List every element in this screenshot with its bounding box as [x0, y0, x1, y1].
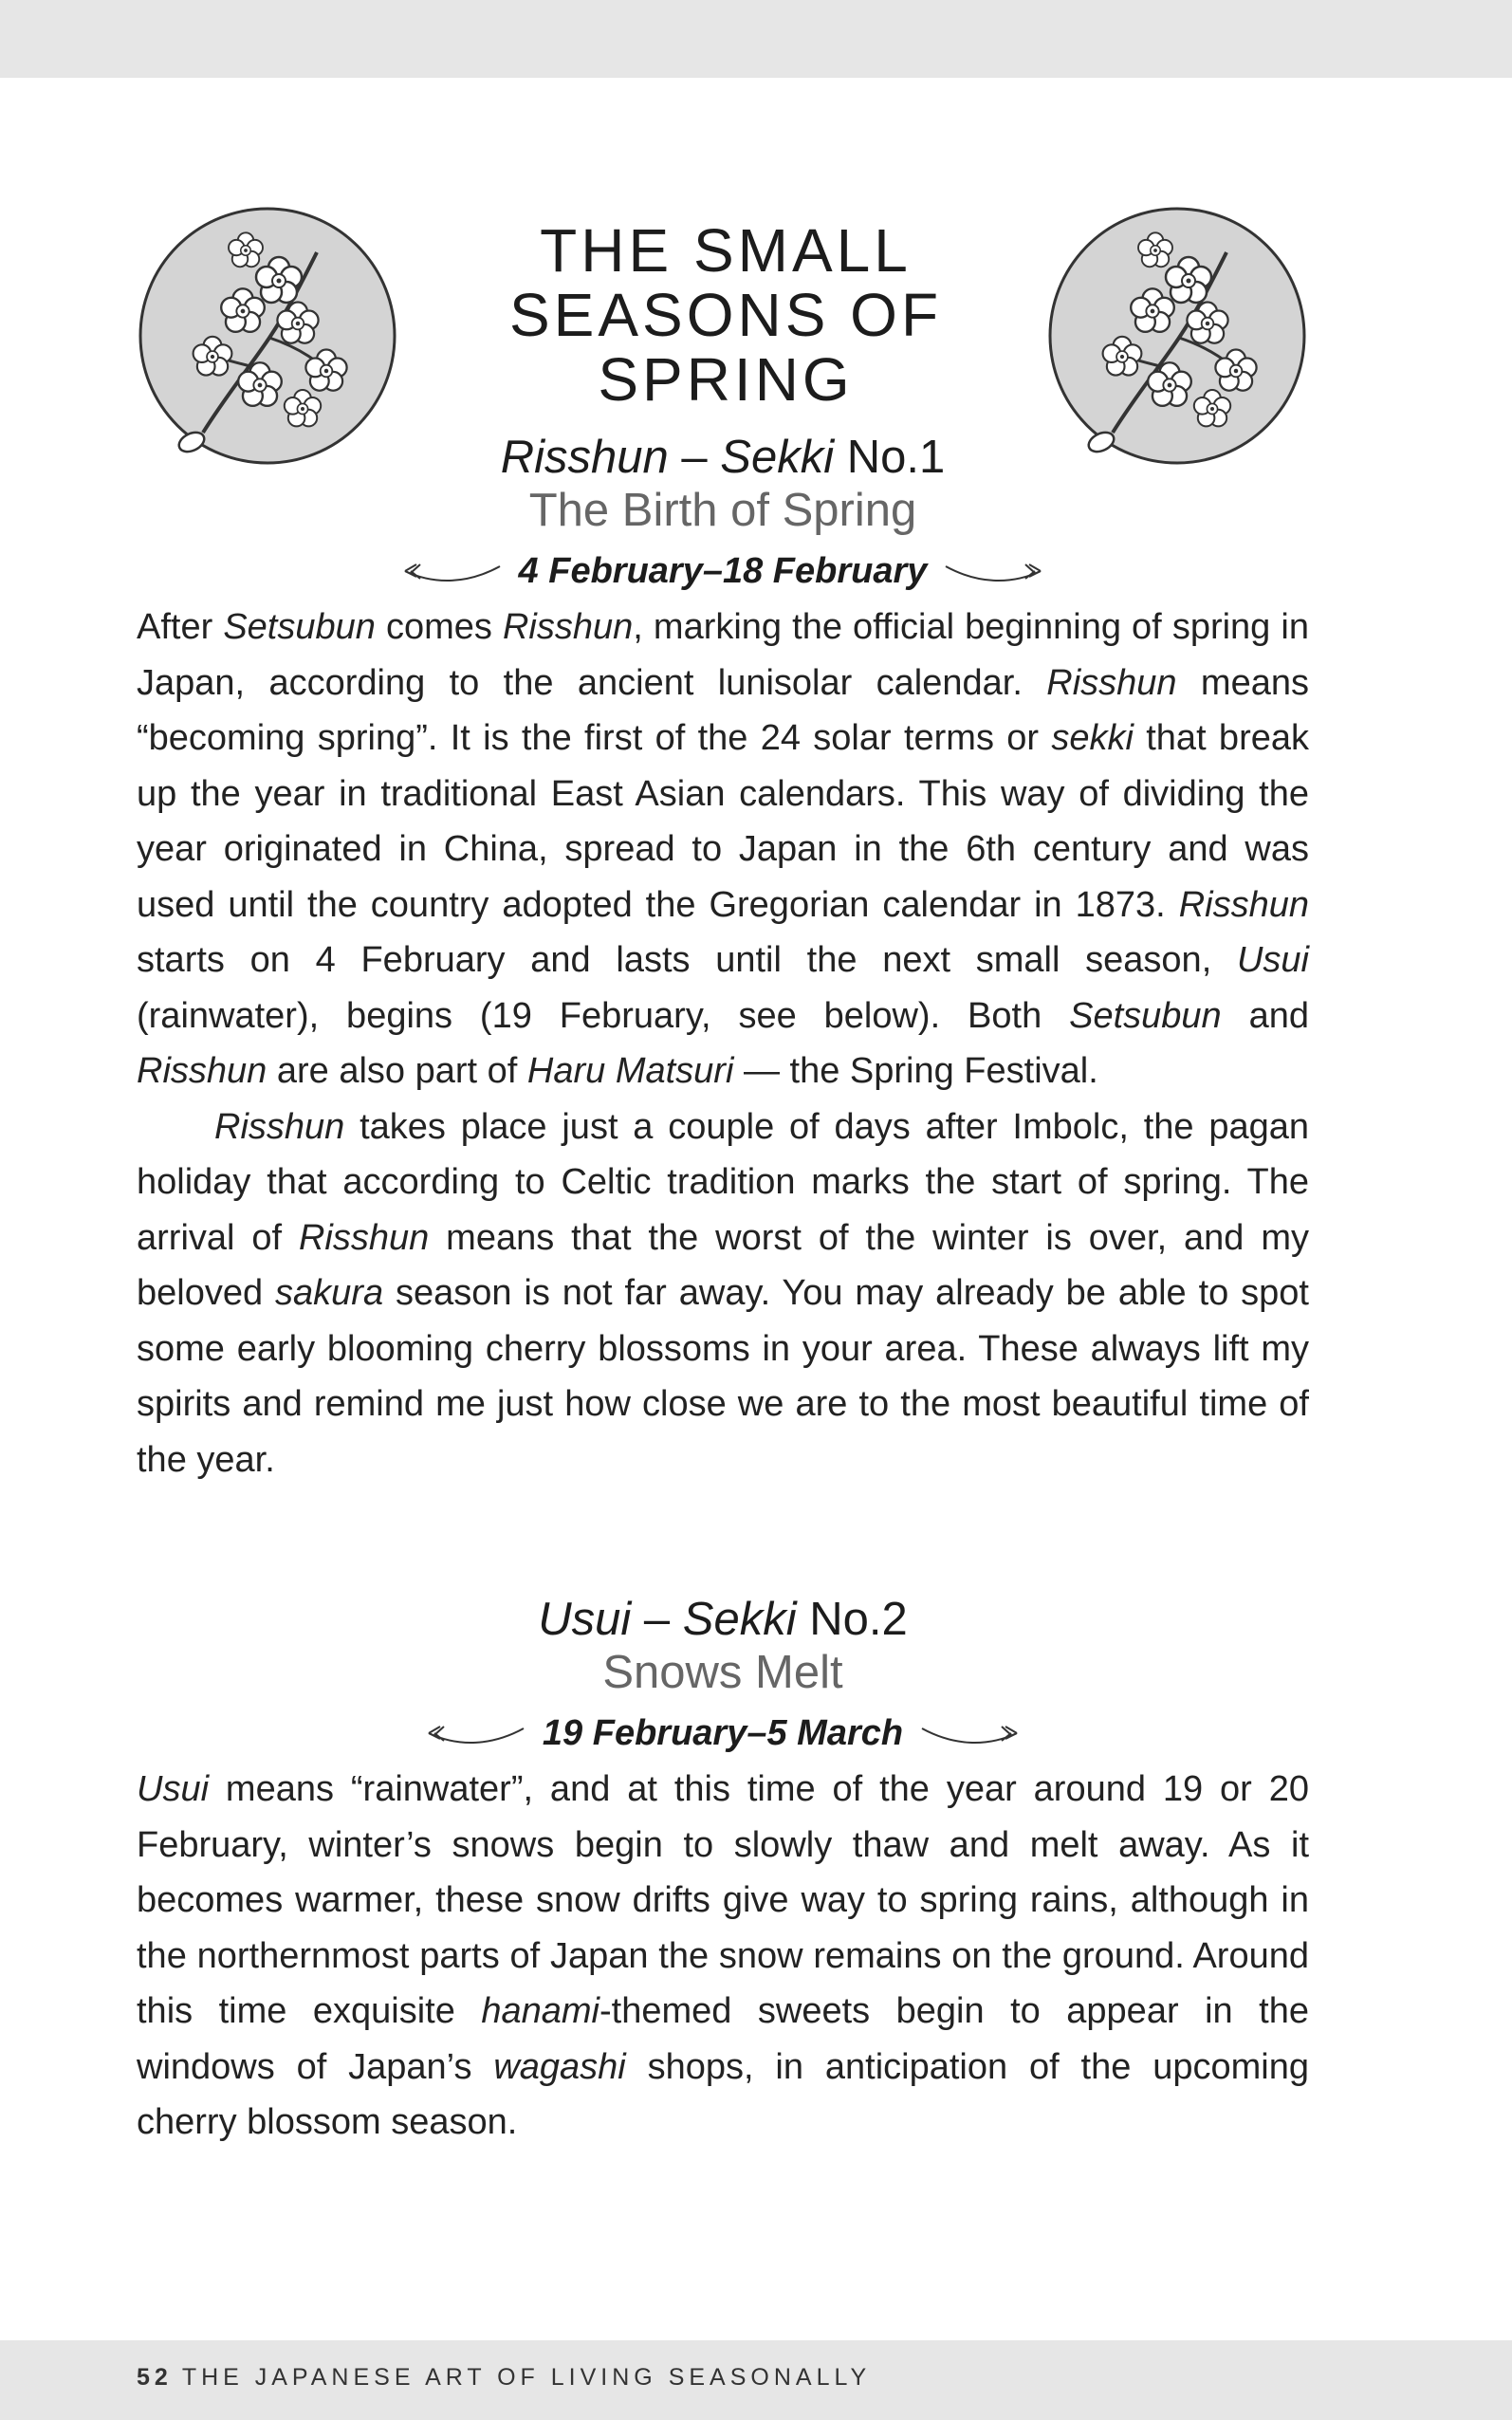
title-line: SPRING — [598, 345, 854, 414]
book-page — [0, 78, 1512, 2391]
italic-term: Usui — [137, 1769, 210, 1809]
heading-sekki: Sekki — [682, 1594, 797, 1645]
page-footer — [137, 2364, 871, 2392]
italic-term: Setsubun — [223, 607, 376, 647]
italic-term: Usui — [1236, 940, 1309, 980]
section-subtitle: The Birth of Spring — [528, 485, 917, 536]
text-run: , marking the official beginning of spring in Japan, according to the ancient lunisolar calendar. — [137, 607, 1309, 703]
flourish-right-icon — [920, 1719, 1024, 1747]
text-run: are also part of — [267, 1051, 527, 1091]
heading-season-name: Risshun — [500, 432, 669, 483]
text-run: and — [1221, 995, 1309, 1036]
heading-separator: – — [668, 432, 721, 483]
italic-term: hanami — [481, 1991, 599, 2031]
flourish-right-icon — [944, 557, 1048, 585]
title-line: THE SMALL — [540, 216, 912, 285]
italic-term: Risshun — [1046, 662, 1177, 703]
italic-term: Risshun — [214, 1106, 345, 1147]
heading-separator: – — [631, 1594, 683, 1645]
text-run: means “becoming spring”. It is the first of the 24 solar terms or — [137, 662, 1309, 758]
text-run: shops, in anticipation of the upcoming cherry blossom season. — [137, 2046, 1309, 2142]
italic-term: wagashi — [493, 2046, 626, 2087]
section-body — [137, 1762, 1309, 2151]
text-run: means “rainwater”, and at this time of the year around 19 or 20 February, winter’s snows begin to slowly thaw and melt away. As it becomes warmer, these snow drifts give way to spring rains, although in the northernmost parts of Japan the snow remains on the ground. Around this time exquisite — [137, 1769, 1309, 2031]
date-range: 19 February–5 March — [542, 1712, 904, 1753]
page-number: 52 — [137, 2364, 173, 2391]
section-heading — [137, 1593, 1309, 1646]
flourish-left-icon — [397, 557, 502, 585]
heading-season-name: Usui — [538, 1594, 632, 1645]
cherry-blossom-icon — [1046, 205, 1308, 467]
italic-term: Risshun — [137, 1051, 267, 1091]
page-title — [455, 218, 996, 412]
italic-term: Risshun — [1178, 884, 1309, 925]
italic-term: Risshun — [502, 607, 634, 647]
running-title: THE JAPANESE ART OF LIVING SEASONALLY — [181, 2364, 872, 2391]
date-range: 4 February–18 February — [518, 550, 928, 591]
date-row — [137, 1709, 1309, 1757]
text-run: that break up the year in traditional East Asian calendars. This way of dividing the year originated in China, spread to Japan in the 6th century and was used until the country adopted the Gregorian calendar in 1873. — [137, 718, 1309, 925]
text-run: means that the worst of the winter is over, and my beloved — [137, 1217, 1309, 1313]
body-paragraph — [137, 1762, 1309, 2151]
body-paragraph — [137, 1099, 1309, 1488]
date-row — [137, 547, 1309, 595]
heading-sekki: Sekki — [720, 432, 835, 483]
cherry-blossom-icon — [137, 205, 398, 467]
text-run: comes — [375, 607, 503, 647]
text-run: -themed sweets begin to appear in the windows of Japan’s — [137, 1991, 1309, 2087]
flourish-left-icon — [421, 1719, 526, 1747]
text-run: takes place just a couple of days after Imbolc, the pagan holiday that according to Celtic tradition marks the start of spring. The arrival of — [137, 1106, 1309, 1258]
text-run: season is not far away. You may already be able to spot some early blooming cherry blossoms in your area. These always lift my spirits and remind me just how close we are to the most beautiful time of the year. — [137, 1273, 1309, 1480]
italic-term: Setsubun — [1069, 995, 1222, 1036]
italic-term: sekki — [1051, 718, 1134, 758]
heading-number: No.1 — [834, 432, 946, 483]
text-run: (rainwater), begins (19 February, see below). Both — [137, 995, 1070, 1036]
title-line: SEASONS OF — [508, 281, 943, 349]
heading-number: No.2 — [796, 1594, 908, 1645]
section-subtitle: Snows Melt — [602, 1647, 843, 1698]
section-heading — [137, 431, 1309, 484]
body-paragraph — [137, 600, 1309, 1099]
italic-term: sakura — [275, 1273, 384, 1313]
text-run: starts on 4 February and lasts until the next small season, — [137, 940, 1237, 980]
italic-term: Risshun — [298, 1217, 430, 1258]
text-run: — the Spring Festival. — [733, 1051, 1098, 1091]
text-run: After — [137, 607, 224, 647]
section-body — [137, 600, 1309, 1487]
italic-term: Haru Matsuri — [526, 1051, 734, 1091]
